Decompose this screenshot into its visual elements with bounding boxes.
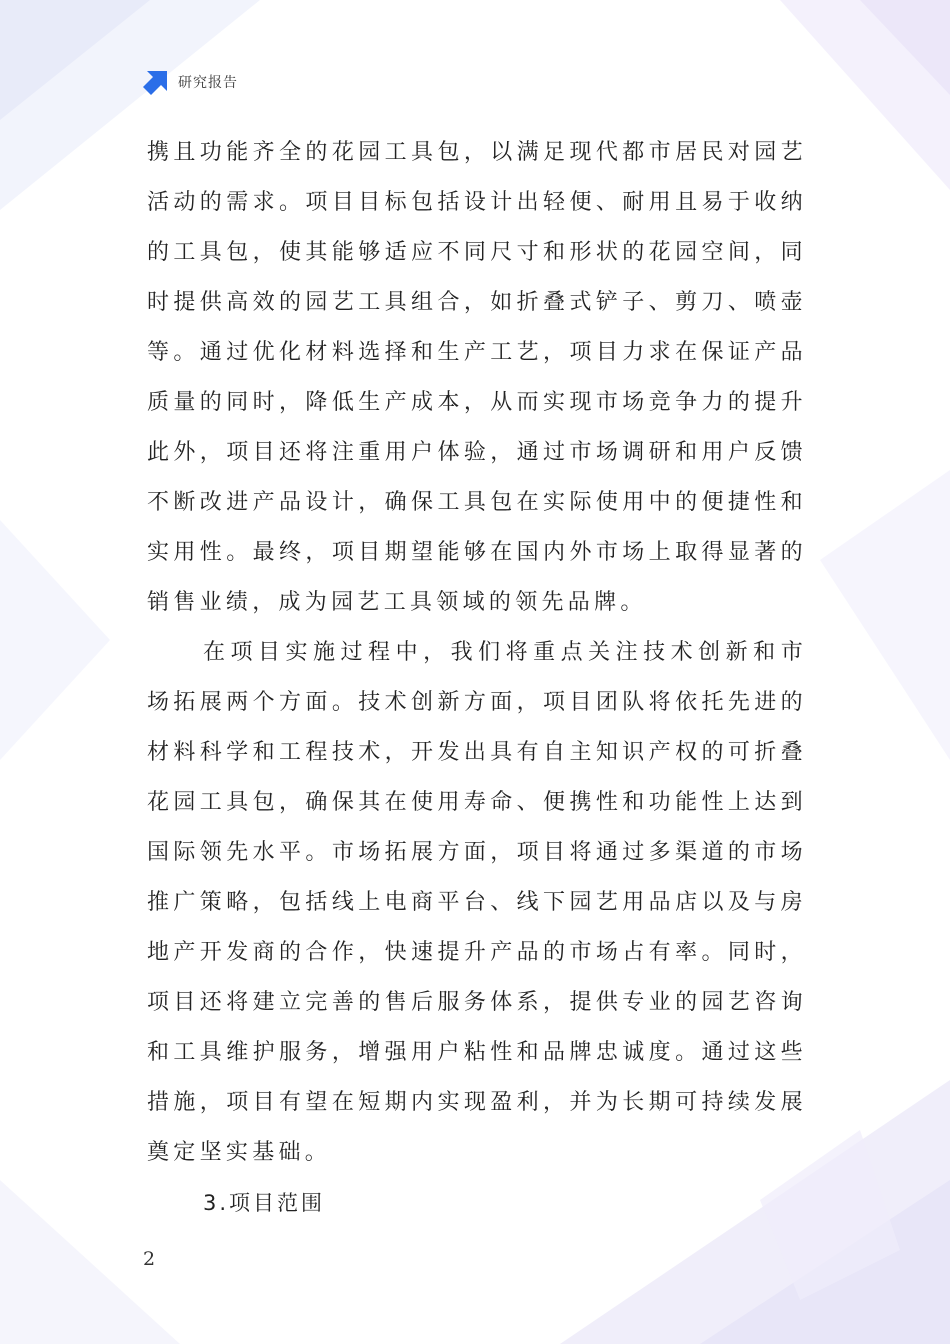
body-paragraph: 携且功能齐全的花园工具包，以满足现代都市居民对园艺活动的需求。项目目标包括设计出轻便、耐用且易于收纳的工具包，使其能够适应不同尺寸和形状的花园空间，同时提供高效的园艺工具组合，如折叠式铲子、剪刀、喷壶等。通过优化材料选择和生产工艺，项目力求在保证产品质量的同时，降低生产成本，从而实现市场竞争力的提升此外，项目还将注重用户体验，通过市场调研和用户反馈不断改进产品设计，确保工具包在实际使用中的便捷性和实用性。最终，项目期望能够在国内外市场上取得显著的销售业绩，成为园艺工具领域的领先品牌。: [147, 140, 807, 615]
body-paragraph: 在项目实施过程中，我们将重点关注技术创新和市场拓展两个方面。技术创新方面，项目团队将依托先进的材料科学和工程技术，开发出具有自主知识产权的可折叠花园工具包，确保其在使用寿命、便携性和功能性上达到国际领先水平。市场拓展方面，项目将通过多渠道的市场推广策略，包括线上电商平台、线下园艺用品店以及与房地产开发商的合作，快速提升产品的市场占有率。同时，项目还将建立完善的售后服务体系，提供专业的园艺咨询和工具维护服务，增强用户粘性和品牌忠诚度。通过这些措施，项目有望在短期内实现盈利，并为长期可持续发展奠定坚实基础。: [147, 640, 807, 1165]
arrow-up-right-icon: [143, 69, 169, 95]
report-header: [143, 68, 238, 96]
header-title: 研究报告: [178, 75, 238, 91]
section-heading: 3.项目范围: [203, 1191, 326, 1215]
page-number: 2: [143, 1248, 156, 1270]
document-body: [147, 128, 807, 1228]
